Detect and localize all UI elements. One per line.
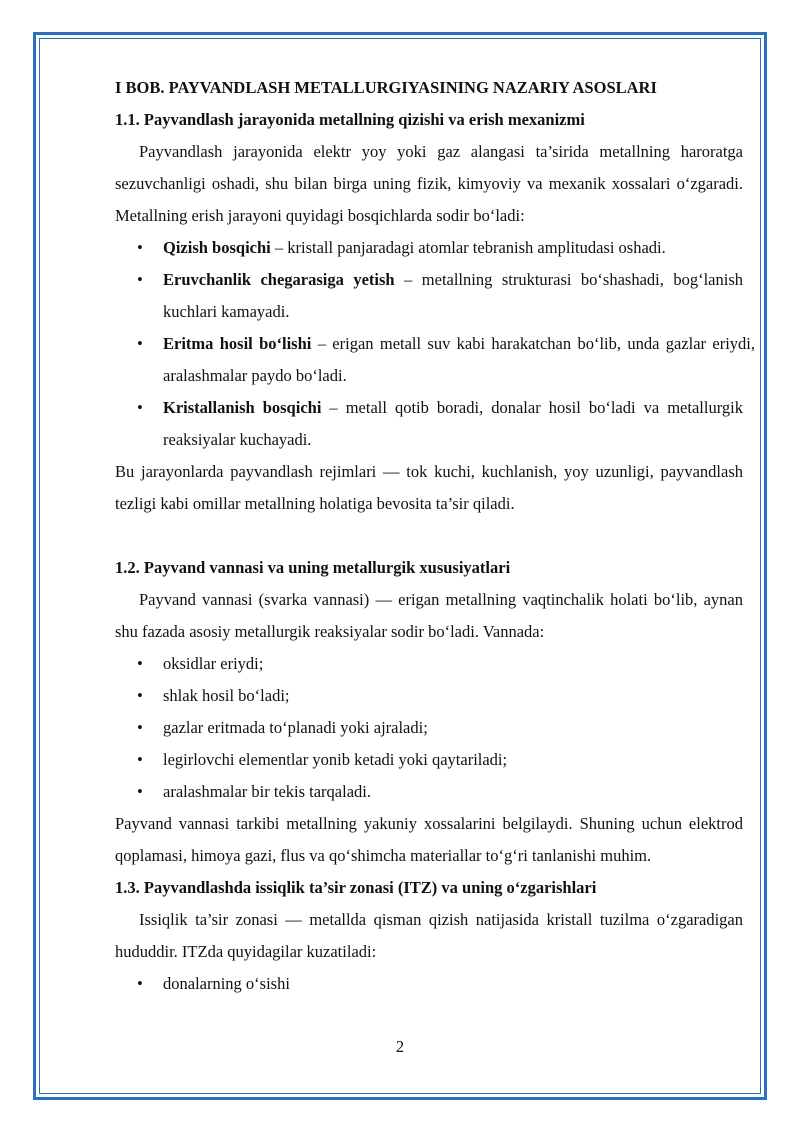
list-item-term: Eritma hosil bo‘lishi bbox=[163, 334, 312, 353]
section-3-title: 1.3. Payvandlashda issiqlik ta’sir zonasi (ITZ) va uning o‘zgarishlari bbox=[115, 878, 597, 897]
section-1-outro: Bu jarayonlarda payvandlash rejimlari — tok kuchi, kuchlanish, yoy uzunligi, payvandlash tezligi kabi omillar metallning holatiga bevosita ta’sir qiladi. bbox=[115, 462, 743, 513]
list-item: • gazlar eritmada to‘planadi yoki ajraladi; bbox=[115, 712, 743, 744]
list-item-text: – metallning strukturasi bo‘shashadi, bog‘lanish kuchlari kamayadi. bbox=[163, 270, 743, 321]
list-item bbox=[115, 232, 743, 264]
list-item: • oksidlar eriydi; bbox=[115, 648, 743, 680]
chapter-title: I BOB. PAYVANDLASH METALLURGIYASINING NAZARIY ASOSLARI bbox=[115, 78, 657, 97]
section-3-list bbox=[115, 968, 743, 1000]
section-2-list bbox=[115, 648, 743, 808]
list-item-term: Qizish bosqichi bbox=[163, 238, 271, 257]
list-item-text: – erigan metall suv kabi harakatchan bo‘lib, unda gazlar eriydi, aralashmalar paydo bo‘ladi. bbox=[163, 334, 755, 385]
list-item: • shlak hosil bo‘ladi; bbox=[115, 680, 743, 712]
section-1-title: 1.1. Payvandlash jarayonida metallning qizishi va erish mexanizmi bbox=[115, 110, 585, 129]
list-item bbox=[115, 264, 743, 328]
list-item-term: Eruvchanlik chegarasiga yetish bbox=[163, 270, 395, 289]
list-item-term: Kristallanish bosqichi bbox=[163, 398, 322, 417]
list-item bbox=[115, 328, 755, 392]
list-item-text: – kristall panjaradagi atomlar tebranish amplitudasi oshadi. bbox=[270, 238, 666, 257]
document-body bbox=[115, 72, 755, 1000]
section-3-intro: Issiqlik ta’sir zonasi — metallda qisman qizish natijasida kristall tuzilma o‘zgaradigan hududdir. ITZda quyidagilar kuzatiladi: bbox=[115, 910, 743, 961]
list-item bbox=[115, 392, 743, 456]
section-2-title: 1.2. Payvand vannasi va uning metallurgik xususiyatlari bbox=[115, 558, 511, 577]
spacer bbox=[115, 520, 743, 552]
list-item-text: – metall qotib boradi, donalar hosil bo‘ladi va metallurgik reaksiyalar kuchayadi. bbox=[163, 398, 743, 449]
list-item: • aralashmalar bir tekis tarqaladi. bbox=[115, 776, 743, 808]
section-1-list bbox=[115, 232, 755, 456]
section-2-outro: Payvand vannasi tarkibi metallning yakuniy xossalarini belgilaydi. Shuning uchun elektrod qoplamasi, himoya gazi, flus va qo‘shimcha materiallar to‘g‘ri tanlanishi muhim. bbox=[115, 814, 743, 865]
list-item: • donalarning o‘sishi bbox=[115, 968, 743, 1000]
section-1-intro: Payvandlash jarayonida elektr yoy yoki gaz alangasi ta’sirida metallning haroratga sezuvchanligi oshadi, shu bilan birga uning fizik, kimyoviy va mexanik xossalari o‘zgaradi. Metallning erish jarayoni quyidagi bosqichlarda sodir bo‘ladi: bbox=[115, 142, 743, 225]
section-2-intro: Payvand vannasi (svarka vannasi) — erigan metallning vaqtinchalik holati bo‘lib, aynan shu fazada asosiy metallurgik reaksiyalar sodir bo‘ladi. Vannada: bbox=[115, 590, 743, 641]
page-number: 2 bbox=[395, 1037, 405, 1056]
list-item: • legirlovchi elementlar yonib ketadi yoki qaytariladi; bbox=[115, 744, 743, 776]
